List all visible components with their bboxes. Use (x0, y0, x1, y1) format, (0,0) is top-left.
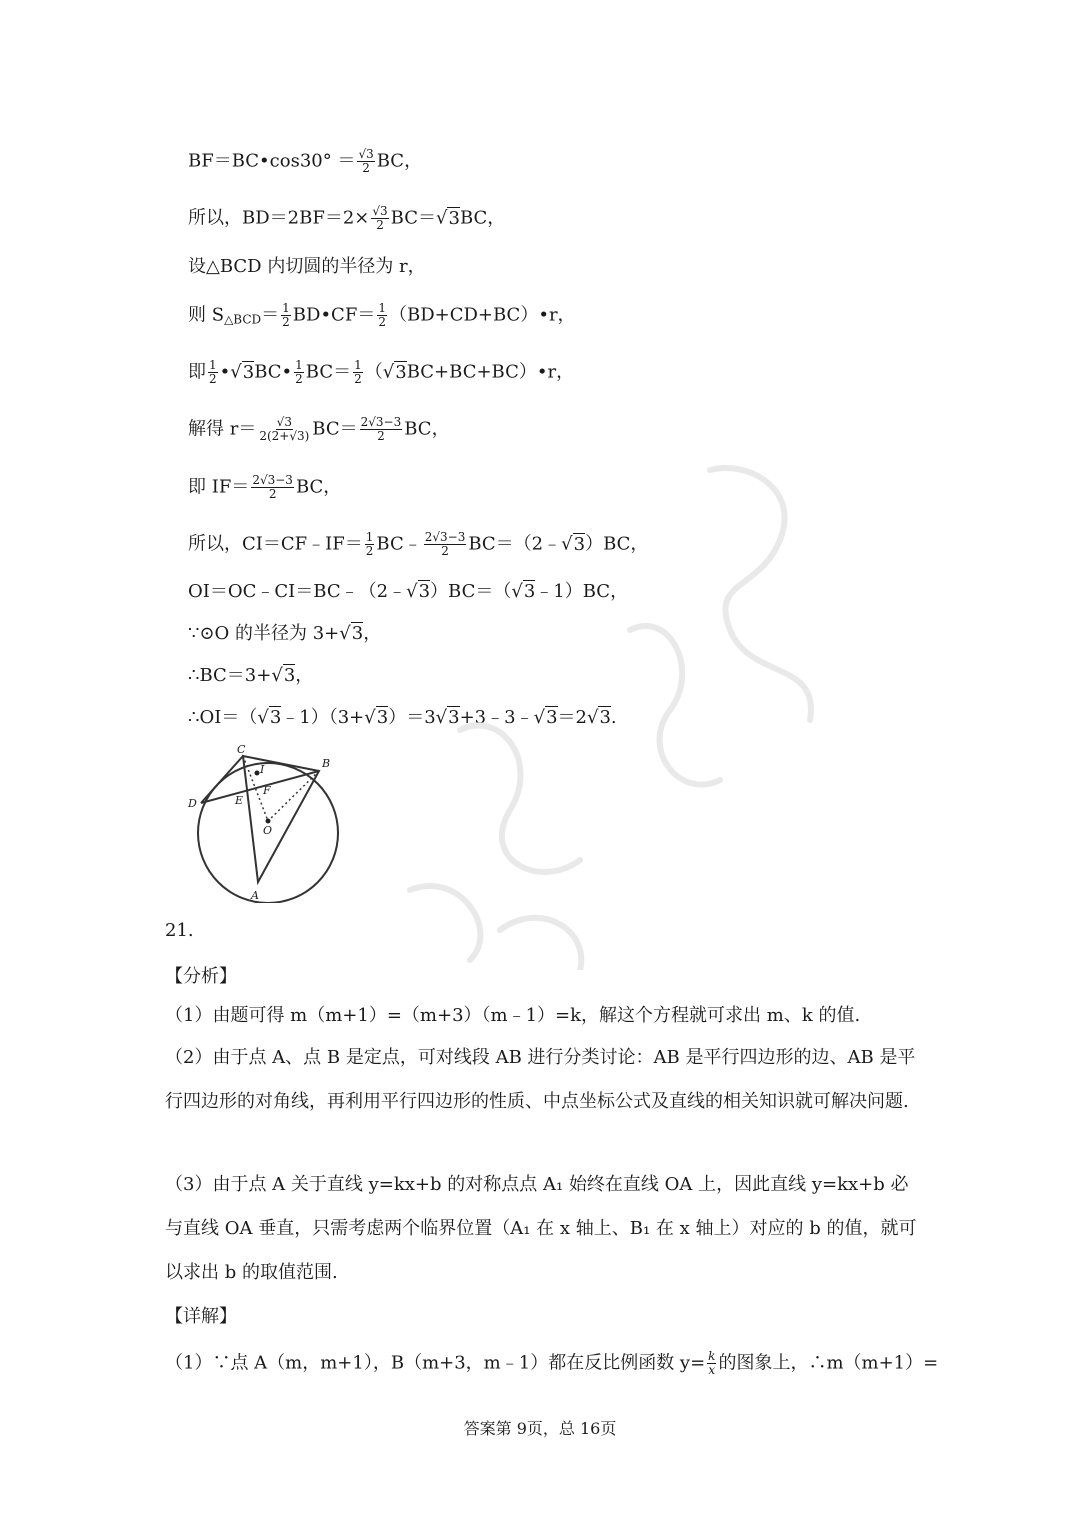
line-oi-result: ∴OI＝（√3﹣1）（3+√3）＝3√3+3﹣3﹣√3＝2√3. (188, 707, 617, 728)
line-solve-r: 解得 r＝ $\frac{√3}{2(2+√3)}$ BC＝ $\frac{2√3-3}{2}$ BC， (188, 415, 450, 443)
analysis-p1: （1）由题可得 m（m+1）=（m+3）（m﹣1）=k，解这个方程就可求出 m、k 的值. (165, 1005, 861, 1026)
detail-heading: 【详解】 (165, 1306, 237, 1327)
label-d: D (188, 797, 197, 810)
point-i (255, 771, 260, 776)
line-radius: ∵⊙O 的半径为 3+√3， (188, 623, 382, 644)
line-ci: 所以，CI＝CF﹣IF＝ $\frac{1}{2}$ BC﹣ $\frac{2√3-3}{2}$ BC＝（2﹣√3）BC， (188, 530, 649, 558)
label-i: I (260, 763, 265, 776)
label-b: B (322, 757, 331, 770)
label-o: O (263, 824, 273, 837)
page-footer: 答案第 9页，总 16页 (463, 1419, 617, 1438)
question-number: 21. (165, 920, 194, 941)
label-a: A (251, 889, 259, 902)
label-e: E (235, 794, 244, 807)
analysis-p3: （3）由于点 A 关于直线 y=kx+b 的对称点点 A₁ 始终在直线 OA 上，因此直线 y=kx+b 必与直线 OA 垂直，只需考虑两个临界位置（A₁ 在 x 轴上、B₁ 在 x 轴上）对应的 b 的值，就可以求出 b 的取值范围. (165, 1174, 917, 1283)
circle-diagram (185, 743, 345, 903)
analysis-p2: （2）由于点 A、点 B 是定点，可对线段 AB 进行分类讨论：AB 是平行四边形的边、AB 是平行四边形的对角线，再利用平行四边形的性质、中点坐标公式及直线的相关知识就可解决问题. (165, 1047, 916, 1112)
line-oi: OI＝OC﹣CI＝BC﹣（2﹣√3）BC＝（√3﹣1）BC， (188, 581, 629, 602)
fraction: $\frac{√3}{2}$ (358, 147, 374, 175)
label-c: C (237, 743, 246, 756)
watermark (380, 430, 880, 970)
point-o (266, 819, 271, 824)
line-bc: ∴BC＝3+√3， (188, 665, 314, 686)
line-area: 则 $S_{\triangle BCD}=$ $\frac{1}{2}$ BD•CF＝ $\frac{1}{2}$ （BD+CD+BC）•r， (188, 301, 576, 329)
line-incircle: 设△BCD 内切圆的半径为 r， (188, 256, 426, 277)
line-bd: 所以，BD＝2BF＝2× $\frac{√3}{2}$ BC＝√3BC， (188, 204, 506, 232)
line-bf: BF＝BC•cos30° ＝ $\frac{√3}{2}$ BC， (188, 147, 423, 175)
analysis-heading: 【分析】 (165, 966, 237, 987)
line-substitute: 即 $\frac{1}{2}$ •√3BC• $\frac{1}{2}$ BC＝ $\frac{1}{2}$ （√3BC+BC+BC）•r， (188, 358, 575, 386)
detail-p1: （1）∵点 A（m，m+1），B（m+3，m﹣1）都在反比例函数 y= $\frac{k}{x}$ 的图象上，∴m（m+1）= (165, 1349, 939, 1377)
line-if: 即 IF＝ $\frac{2√3-3}{2}$ BC， (188, 473, 342, 501)
label-f: F (263, 784, 271, 797)
